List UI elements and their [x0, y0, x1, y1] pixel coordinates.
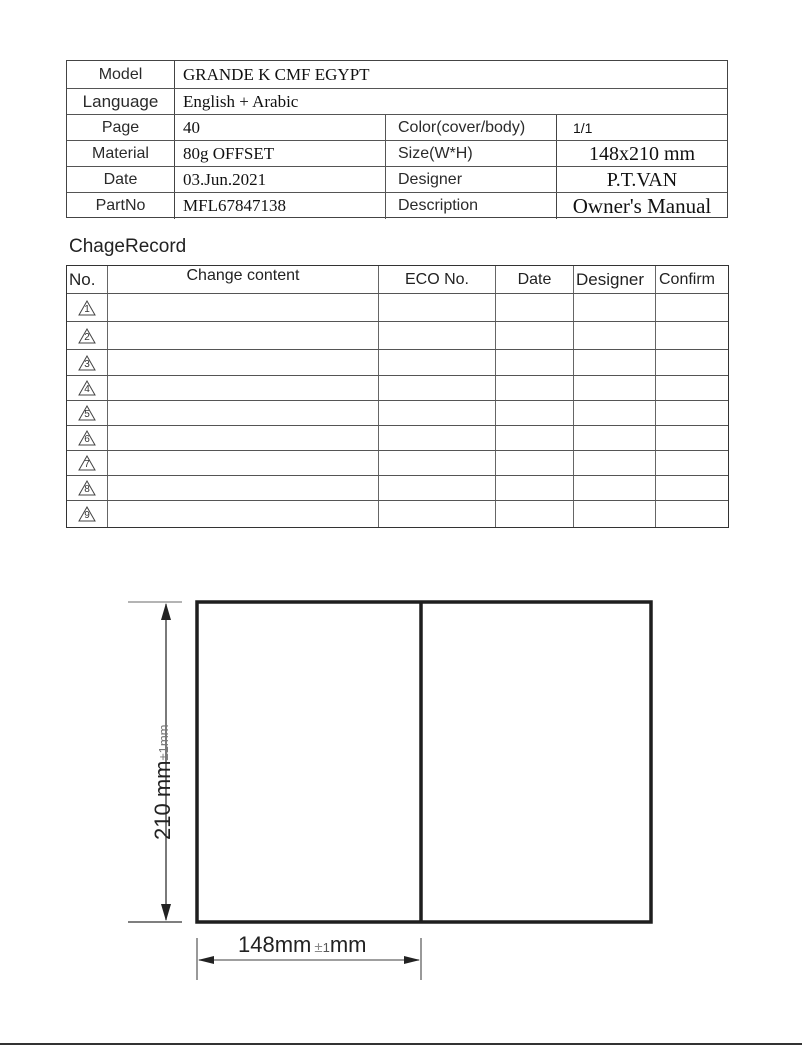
spec-value-page: 40 [175, 115, 386, 141]
revision-triangle-icon: 8 [78, 480, 96, 496]
col-header-date: Date [495, 266, 573, 293]
spec-value-size: 148x210 mm [588, 142, 696, 165]
col-header-eco-no: ECO No. [378, 266, 495, 293]
spec-label-language: Language [67, 89, 175, 115]
spec-label-color: Color(cover/body) [386, 115, 557, 141]
spec-value-material: 80g OFFSET [175, 141, 386, 167]
spec-value-partno: MFL67847138 [175, 193, 386, 219]
spec-label-description: Description [386, 193, 557, 219]
col-header-change-content: Change content [107, 266, 378, 293]
revision-triangle-icon: 1 [78, 300, 96, 316]
spec-label-date: Date [67, 167, 175, 193]
revision-triangle-icon: 3 [78, 355, 96, 371]
arrow-down-icon [161, 904, 171, 921]
spec-label-designer: Designer [386, 167, 557, 193]
arrow-up-icon [161, 603, 171, 620]
arrow-right-icon [404, 956, 420, 964]
revision-triangle-icon: 2 [78, 328, 96, 344]
width-label: 148mm ±1mm [238, 932, 367, 957]
revision-triangle-icon: 9 [78, 506, 96, 522]
spec-value-model: GRANDE K CMF EGYPT [183, 64, 370, 84]
spec-label-model: Model [67, 61, 175, 88]
col-header-no: No. [69, 269, 96, 289]
booklet-outline [197, 602, 651, 922]
spec-label-partno: PartNo [67, 193, 175, 219]
revision-triangle-icon: 7 [78, 455, 96, 471]
change-record-title: ChageRecord [69, 236, 187, 257]
spec-value-designer: P.T.VAN [606, 168, 678, 191]
height-label: 210 mm±1mm [150, 724, 175, 840]
arrow-left-icon [198, 956, 214, 964]
spec-value-date: 03.Jun.2021 [175, 167, 386, 193]
spec-label-material: Material [67, 141, 175, 167]
col-header-confirm: Confirm [655, 266, 728, 293]
spec-value-language: English + Arabic [183, 92, 299, 111]
revision-triangle-icon: 6 [78, 430, 96, 446]
spec-label-size: Size(W*H) [386, 141, 557, 167]
revision-triangle-icon: 4 [78, 380, 96, 396]
spec-value-description: Owner's Manual [572, 193, 712, 218]
spec-value-color: 1/1 [573, 120, 593, 136]
spec-label-page: Page [67, 115, 175, 141]
col-header-designer: Designer [573, 266, 655, 293]
revision-triangle-icon: 5 [78, 405, 96, 421]
